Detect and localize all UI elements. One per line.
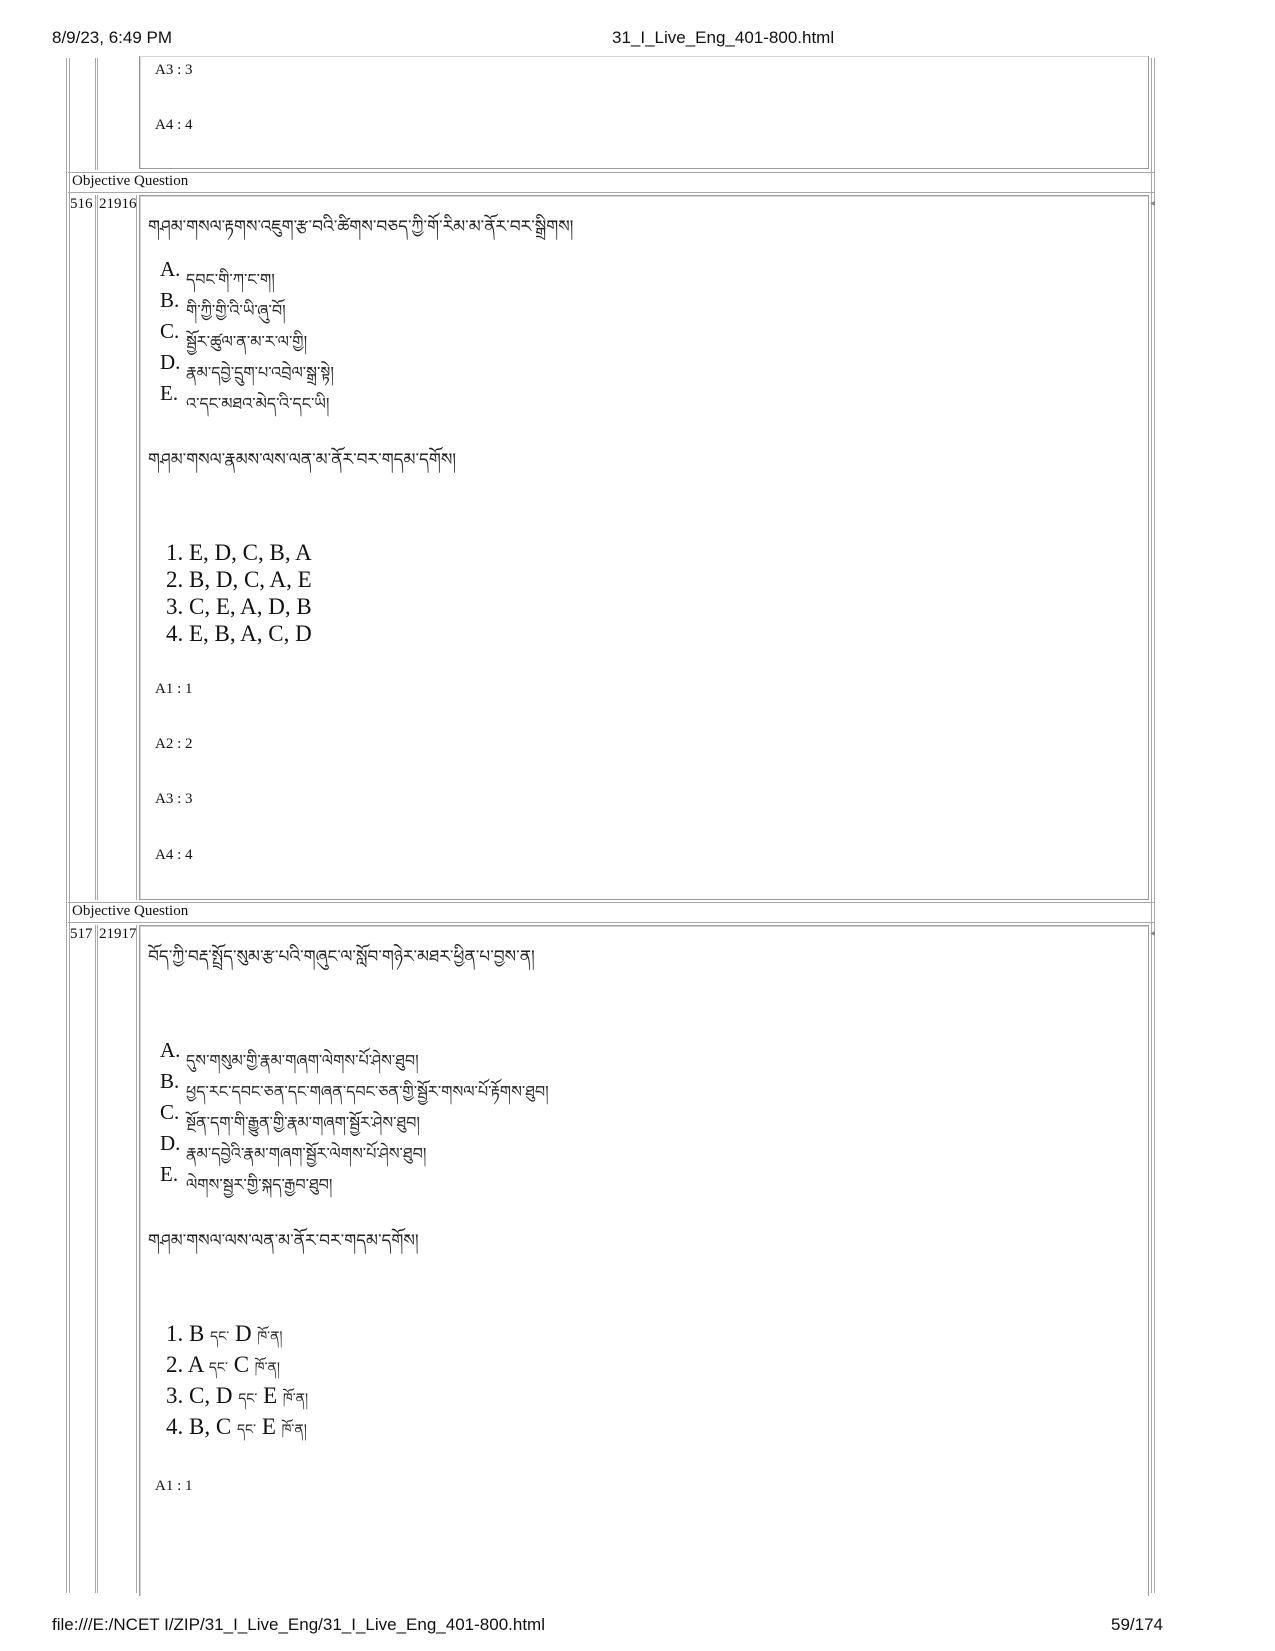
choice-item: 2. B, D, C, A, E [166,567,312,592]
item-text: གི་ཀྱི་གྱི་འི་ཡི་ཞུ་བོ། [186,301,286,320]
choice-item: 4. B, C དང་ E ཁོ་ན། [166,1414,307,1439]
section-label: Objective Question [72,903,189,919]
item-text: སྔོན་དག་གི་རྒྱུན་གྱི་རྣམ་གཞག་སྦྱོར་ཤེས་ཐུབ། [186,1113,420,1132]
print-datetime: 8/9/23, 6:49 PM [52,28,173,47]
item-letter: E. [160,381,179,405]
question-serial: 517 [70,926,93,942]
item-letter: E. [160,1162,179,1186]
question-text: གཤམ་གསལ་རྟགས་འཇུག་རྩ་བའི་ཚིགས་བཅད་ཀྱི་གོ་རིམ་མ་ནོར་བར་སྒྲིགས། [148,217,574,237]
item-text: འ་དང་མཐའ་མེད་འི་དང་ཡི། [186,394,330,413]
item-text: ཕྱད་རང་དབང་ཅན་དང་གཞན་དབང་ཅན་གྱི་སྦྱོར་གསལ་པོ་རྟོགས་ཐུབ། [186,1082,549,1101]
item-letter: C. [160,1100,180,1124]
question-instruction: གཤམ་གསལ་རྣམས་ལས་ལན་མ་ནོར་བར་གདམ་དགོས། [148,450,457,470]
question-text: བོད་ཀྱི་བརྡ་སྤྲོད་སུམ་རྩ་པའི་གཞུང་ལ་སློབ་གཉེར་མཐར་ཕྱིན་པ་བྱས་ན། [148,947,535,967]
item-text: དབང་གི་ཀ་ང་ག། [186,270,275,289]
item-letter: A. [160,257,181,281]
question-id: 21917 [99,926,137,942]
item-letter: D. [160,350,181,374]
item-text: སྦྱོར་ཚུལ་ན་མ་ར་ལ་གྱི། [186,332,308,351]
choice-item: 1. B དང་ D ཁོ་ན། [166,1321,283,1346]
item-text: ལེགས་སྦྱར་གྱི་སྐད་རྒྱབ་ཐུབ། [186,1175,333,1194]
question-id: 21916 [99,196,137,212]
item-letter: C. [160,319,180,343]
scroll-marker-icon: ◂ [1150,198,1156,209]
item-text: རྣམ་དབྱེའི་རྣམ་གཞག་སྦྱོར་ལེགས་པོ་ཤེས་ཐུབ། [186,1144,427,1163]
item-letter: B. [160,1069,180,1093]
item-text: དུས་གསུམ་གྱི་རྣམ་གཞག་ལེགས་པོ་ཤེས་ཐུབ། [186,1051,419,1070]
choice-item: 3. C, D དང་ E ཁོ་ན། [166,1383,309,1408]
answer-option: A3 : 3 [155,791,193,807]
answer-option: A1 : 1 [155,1478,193,1494]
print-header [52,28,1163,52]
answer-option: A3 : 3 [155,62,193,78]
choice-item: 4. E, B, A, C, D [166,621,312,646]
item-letter: B. [160,288,180,312]
question-serial: 516 [70,196,93,212]
print-footer [52,1615,1163,1639]
answer-option: A2 : 2 [155,736,193,752]
choice-item: 2. A དང་ C ཁོ་ན། [166,1352,280,1377]
answer-option: A1 : 1 [155,681,193,697]
answer-option: A4 : 4 [155,847,193,863]
answer-option: A4 : 4 [155,117,193,133]
print-doc-title: 31_I_Live_Eng_401-800.html [612,28,835,47]
choice-item: 1. E, D, C, B, A [166,540,312,565]
section-label: Objective Question [72,173,189,189]
item-text: རྣམ་དབྱེ་དྲུག་པ་འབྲེལ་སྒྲ་སྟེ། [186,363,334,382]
scroll-marker-icon: ◂ [1150,928,1156,939]
item-letter: D. [160,1131,181,1155]
item-letter: A. [160,1038,181,1062]
question-instruction: གཤམ་གསལ་ལས་ལན་མ་ནོར་བར་གདམ་དགོས། [148,1231,419,1251]
print-file-path: file:///E:/NCET I/ZIP/31_I_Live_Eng/31_I_Live_Eng_401-800.html [52,1615,545,1634]
choice-item: 3. C, E, A, D, B [166,594,312,619]
print-page-number: 59/174 [1111,1615,1163,1634]
